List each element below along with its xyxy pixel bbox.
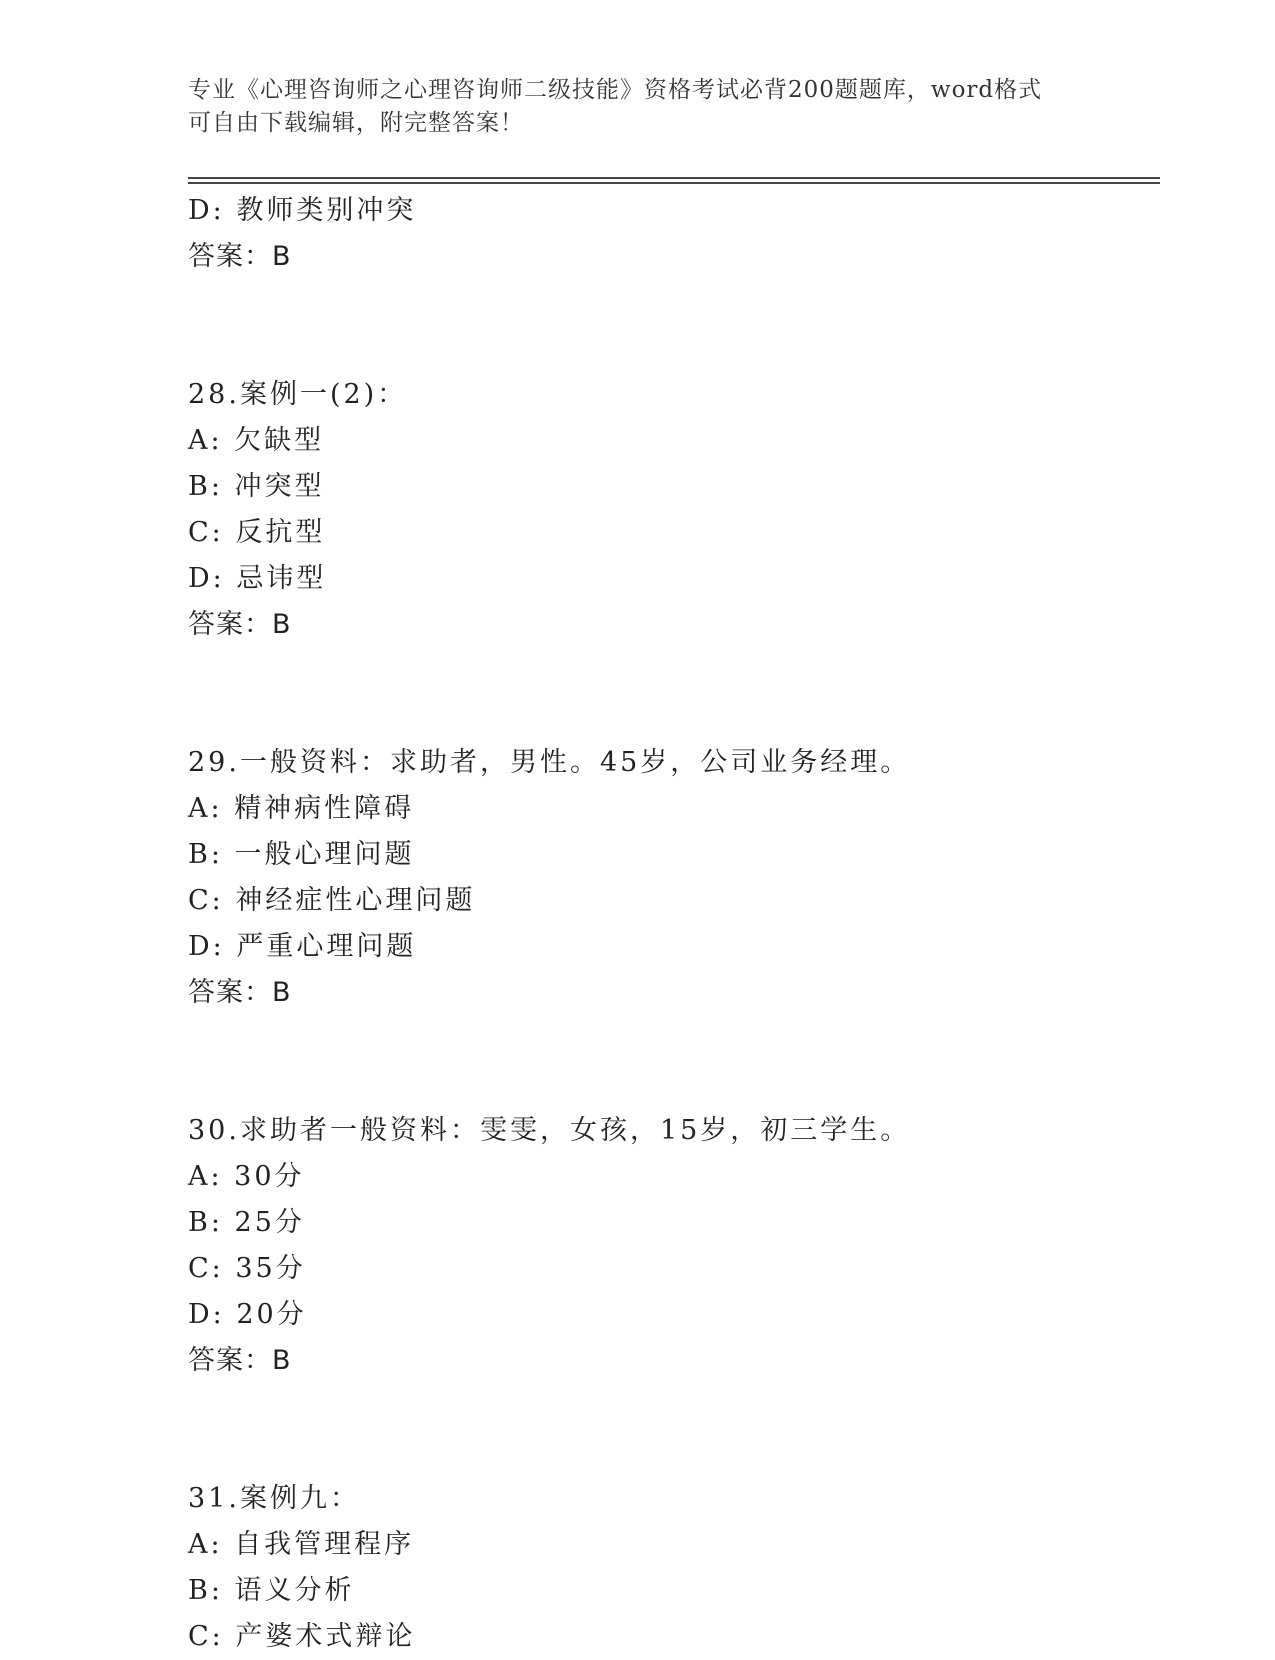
option-b: B: 语义分析 <box>188 1575 355 1606</box>
spacer <box>188 1016 1148 1108</box>
option-a: A: 欠缺型 <box>188 425 325 456</box>
option-d: D: 严重心理问题 <box>188 931 417 962</box>
prev-option-d: D: 教师类别冲突 <box>188 195 417 226</box>
answer: 答案：B <box>188 609 292 640</box>
document-header <box>188 74 1088 140</box>
question-title: 30.求助者一般资料：雯雯，女孩，15岁，初三学生。 <box>188 1115 911 1146</box>
header-divider-bottom <box>188 182 1160 184</box>
answer: 答案：B <box>188 977 292 1008</box>
question-title: 31.案例九： <box>188 1483 360 1514</box>
option-d: D: 20分 <box>188 1299 307 1330</box>
header-line-2: 可自由下载编辑，附完整答案！ <box>188 110 524 136</box>
option-b: B: 一般心理问题 <box>188 839 415 870</box>
option-a: A: 精神病性障碍 <box>188 793 415 824</box>
prev-answer: 答案：B <box>188 241 292 272</box>
spacer <box>188 648 1148 740</box>
option-b: B: 冲突型 <box>188 471 325 502</box>
question-28 <box>188 372 1148 648</box>
option-d: D: 忌讳型 <box>188 563 327 594</box>
option-c: C: 35分 <box>188 1253 306 1284</box>
header-line-1: 专业《心理咨询师之心理咨询师二级技能》资格考试必背200题题库，word格式 <box>188 77 1043 103</box>
question-31 <box>188 1476 1148 1660</box>
option-a: A: 自我管理程序 <box>188 1529 415 1560</box>
option-c: C: 反抗型 <box>188 517 326 548</box>
question-list <box>188 188 1148 1660</box>
option-a: A: 30分 <box>188 1161 305 1192</box>
option-c: C: 产婆术式辩论 <box>188 1621 416 1652</box>
answer: 答案：B <box>188 1345 292 1376</box>
question-29 <box>188 740 1148 1016</box>
header-divider-top <box>188 177 1160 179</box>
option-c: C: 神经症性心理问题 <box>188 885 476 916</box>
spacer <box>188 280 1148 372</box>
question-title: 29.一般资料：求助者，男性。45岁，公司业务经理。 <box>188 747 911 778</box>
question-30 <box>188 1108 1148 1384</box>
question-title: 28.案例一(2)： <box>188 379 408 410</box>
option-b: B: 25分 <box>188 1207 305 1238</box>
spacer <box>188 1384 1148 1476</box>
